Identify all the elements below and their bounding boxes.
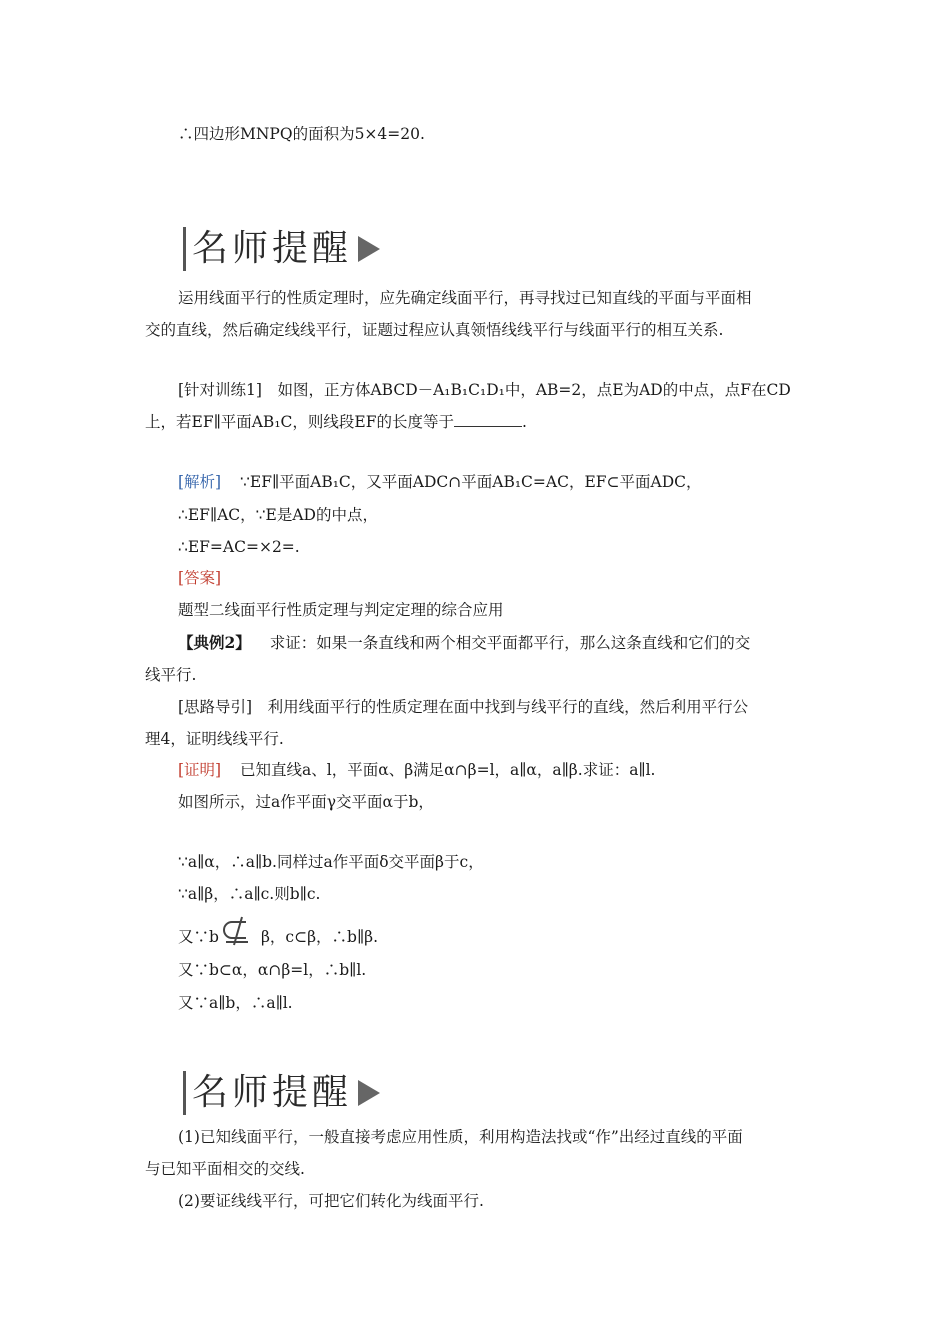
tip1-line1: 运用线面平行的性质定理时，应先确定线面平行，再寻找过已知直线的平面与平面相 — [178, 289, 752, 307]
tip-banner-1 — [183, 226, 380, 272]
proof-line2: 如图所示，过a作平面γ交平面α于b， — [178, 793, 434, 811]
example2-tag: 【典例2】 — [178, 633, 251, 652]
section-heading: 题型二线面平行性质定理与判定定理的综合应用 — [178, 601, 504, 619]
solution-tag: [解析] — [178, 473, 222, 491]
tip2-line3: (2)要证线线平行，可把它们转化为线面平行. — [178, 1192, 484, 1210]
proof-line5-post: β，c⊂β，∴b∥β. — [260, 928, 378, 946]
tip2-line1: (1)已知线面平行，一般直接考虑应用性质，利用构造法找或“作”出经过直线的平面 — [178, 1128, 743, 1146]
solution-line2: ∴EF∥AC，∵E是AD的中点， — [178, 506, 378, 524]
solution-line3: ∴EF=AC=×2=. — [178, 538, 300, 556]
tip2-line2: 与已知平面相交的交线. — [145, 1160, 305, 1178]
proof-line6: 又∵b⊂α，α∩β=l，∴b∥l. — [178, 961, 367, 979]
example2-line1-text: 求证：如果一条直线和两个相交平面都平行，那么这条直线和它们的交 — [269, 634, 751, 652]
training-line2-text: 上，若EF∥平面AB₁C，则线段EF的长度等于 — [145, 413, 454, 431]
proof-line1-text: 已知直线a、l，平面α、β满足α∩β=l，a∥α，a∥β.求证：a∥l. — [240, 761, 656, 779]
tip1-line2: 交的直线，然后确定线线平行，证题过程应认真领悟线线平行与线面平行的相互关系. — [145, 321, 724, 339]
guide-line1: [思路导引] 利用线面平行的性质定理在面中找到与线平行的直线，然后利用平行公 — [178, 698, 749, 716]
tip-banner-2 — [183, 1070, 380, 1116]
proof-line5-pre: 又∵b — [178, 928, 219, 946]
play-arrow-icon — [358, 1080, 380, 1106]
training-line1: [针对训练1] 如图，正方体ABCD－A₁B₁C₁D₁中，AB=2，点E为AD的中点，点F在CD — [178, 381, 791, 399]
solution-line1-text: ∵EF∥平面AB₁C，又平面ADC∩平面AB₁C=AC，EF⊂平面ADC， — [240, 473, 702, 491]
banner-bar — [183, 227, 186, 271]
proof-line5 — [178, 927, 378, 947]
guide-line2: 理4，证明线线平行. — [145, 730, 284, 748]
play-arrow-icon — [358, 236, 380, 262]
answer-blank — [454, 412, 522, 427]
training-line2 — [145, 412, 527, 432]
top-line: ∴四边形MNPQ的面积为5×4=20. — [178, 125, 425, 143]
proof-line4: ∵a∥β，∴a∥c.则b∥c. — [178, 885, 321, 903]
proof-line7: 又∵a∥b，∴a∥l. — [178, 994, 293, 1012]
banner-title: 名师提醒 — [192, 228, 353, 269]
banner-bar — [183, 1071, 186, 1115]
proof-line3: ∵a∥α，∴a∥b.同样过a作平面δ交平面β于c， — [178, 853, 484, 871]
proof-line1 — [178, 760, 655, 780]
training-line2-end: . — [521, 413, 527, 431]
solution-line1 — [178, 472, 702, 492]
not-subset-icon — [218, 916, 258, 946]
answer-tag: [答案] — [178, 569, 222, 587]
proof-tag: [证明] — [178, 761, 222, 779]
example2-line2: 线平行. — [145, 666, 197, 684]
banner-title: 名师提醒 — [192, 1072, 353, 1113]
example2-line1 — [178, 633, 750, 653]
